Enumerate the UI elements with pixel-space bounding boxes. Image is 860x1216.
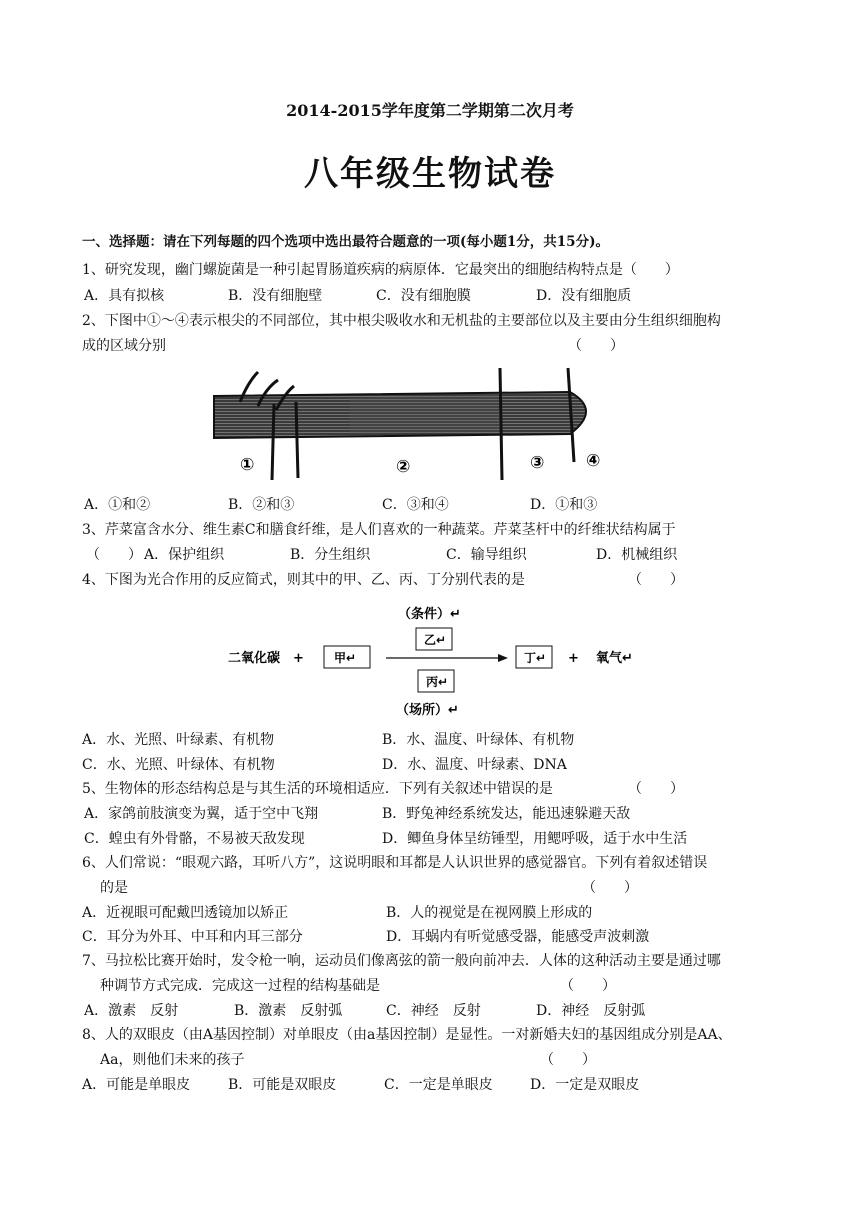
q6-answer-paren: （ ） (582, 880, 638, 896)
label-3: ③ (530, 453, 545, 473)
q2-option-b: B．②和③ (228, 497, 295, 513)
q4-option-c: C．水、光照、叶绿体、有机物 (82, 757, 275, 773)
q2-answer-paren: （ ） (568, 338, 624, 354)
q4-option-b: B．水、温度、叶绿体、有机物 (382, 732, 575, 748)
q7-answer-paren: （ ） (560, 978, 616, 994)
q2-stem-line2: 成的区域分别 (82, 338, 166, 354)
q7-option-d: D．神经 反射弧 (536, 1003, 646, 1019)
divider-line (272, 404, 274, 480)
q5-answer-paren: （ ） (628, 781, 684, 797)
bing-label: 丙↵ (426, 675, 449, 689)
q6-option-b: B．人的视觉是在视网膜上形成的 (386, 905, 593, 921)
q7-stem-line2: 种调节方式完成．完成这一过程的结构基础是 (100, 978, 380, 994)
root-tip-figure (200, 362, 620, 482)
q2-option-d: D．①和③ (530, 497, 598, 513)
q8-option-a: A．可能是单眼皮 (82, 1077, 191, 1093)
q1-stem: 1、研究发现，幽门螺旋菌是一种引起胃肠道疾病的病原体．它最突出的细胞结构特点是（ ） (82, 262, 679, 278)
co2-label: 二氧化碳 + (228, 651, 304, 666)
yi-label: 乙↵ (424, 633, 447, 647)
q6-option-a: A．近视眼可配戴凹透镜加以矫正 (82, 905, 289, 921)
q6-stem-line1: 6、人们常说：“眼观六路，耳听八方”，这说明眼和耳都是人认识世界的感觉器官。下列有着叙述错误 (82, 855, 708, 871)
place-label: （场所）↵ (396, 703, 459, 718)
q4-option-d: D．水、温度、叶绿素、DNA (382, 757, 567, 773)
divider-line (500, 368, 502, 480)
q4-stem: 4、下图为光合作用的反应简式，则其中的甲、乙、丙、丁分别代表的是 (82, 572, 525, 588)
q5-option-c: C．蝗虫有外骨骼，不易被天敌发现 (84, 831, 305, 847)
oxygen-label: 氧气↵ (596, 651, 633, 666)
q5-stem: 5、生物体的形态结构总是与其生活的环境相适应．下列有关叙述中错误的是 (82, 781, 553, 797)
q2-option-a: A．①和② (84, 497, 151, 513)
label-4: ④ (586, 451, 601, 471)
exam-subtitle: 2014-2015学年度第二学期第二次月考 (286, 101, 574, 120)
q3-option-c: C．输导组织 (446, 547, 527, 563)
q4-answer-paren: （ ） (628, 572, 684, 588)
exam-title: 八年级生物试卷 (304, 154, 556, 194)
q5-option-b: B．野兔神经系统发达，能迅速躲避天敌 (382, 806, 631, 822)
q8-option-d: D．一定是双眼皮 (530, 1077, 640, 1093)
q8-answer-paren: （ ） (540, 1052, 596, 1068)
q6-option-d: D．耳蜗内有听觉感受器，能感受声波刺激 (386, 929, 650, 945)
q8-option-c: C．一定是单眼皮 (384, 1077, 493, 1093)
q7-option-b: B．激素 反射弧 (234, 1003, 343, 1019)
q3-option-a: A．保护组织 (144, 547, 225, 563)
jia-label: 甲↵ (334, 651, 357, 665)
condition-label: （条件）↵ (398, 607, 461, 622)
q7-option-a: A．激素 反射 (84, 1003, 179, 1019)
label-1: ① (240, 455, 255, 475)
q1-option-c: C．没有细胞膜 (376, 288, 471, 304)
q7-option-c: C．神经 反射 (386, 1003, 481, 1019)
photosynthesis-figure (220, 598, 660, 720)
q4-option-a: A．水、光照、叶绿素、有机物 (82, 732, 275, 748)
ding-label: 丁↵ (524, 651, 547, 665)
divider-line (296, 402, 298, 478)
q2-stem-line1: 2、下图中①～④表示根尖的不同部位，其中根尖吸收水和无机盐的主要部位以及主要由分生组织细胞构 (82, 313, 721, 329)
q3-option-b: B．分生组织 (290, 547, 371, 563)
q3-option-d: D．机械组织 (596, 547, 678, 563)
arrow-head (498, 654, 508, 662)
q6-option-c: C．耳分为外耳、中耳和内耳三部分 (82, 929, 303, 945)
q6-stem-line2: 的是 (100, 880, 128, 896)
q7-stem-line1: 7、马拉松比赛开始时，发令枪一响，运动员们像离弦的箭一般向前冲去．人体的这种活动主要是通过哪 (82, 953, 721, 969)
plus-sign: + (568, 651, 579, 666)
q2-option-c: C．③和④ (382, 497, 449, 513)
q8-stem-line2: Aa，则他们未来的孩子 (100, 1052, 245, 1068)
q5-option-d: D．鲫鱼身体呈纺锤型，用鳃呼吸，适于水中生活 (382, 831, 688, 847)
q8-option-b: B．可能是双眼皮 (228, 1077, 337, 1093)
label-2: ② (396, 457, 411, 477)
section-heading: 一、选择题：请在下列每题的四个选项中选出最符合题意的一项(每小题1分，共15分)。 (82, 234, 609, 250)
q5-option-a: A．家鸽前肢演变为翼，适于空中飞翔 (84, 806, 319, 822)
q1-option-b: B．没有细胞壁 (228, 288, 323, 304)
q3-answer-paren: （ ） (86, 547, 142, 563)
q1-option-d: D．没有细胞质 (536, 288, 632, 304)
q1-option-a: A．具有拟核 (84, 288, 165, 304)
q3-stem: 3、芹菜富含水分、维生素C和膳食纤维，是人们喜欢的一种蔬菜。芹菜茎杆中的纤维状结构属于 (82, 522, 676, 538)
root-shading (350, 394, 500, 434)
q8-stem-line1: 8、人的双眼皮（由A基因控制）对单眼皮（由a基因控制）是显性。一对新婚夫妇的基因组成分别是AA、 (82, 1027, 732, 1043)
